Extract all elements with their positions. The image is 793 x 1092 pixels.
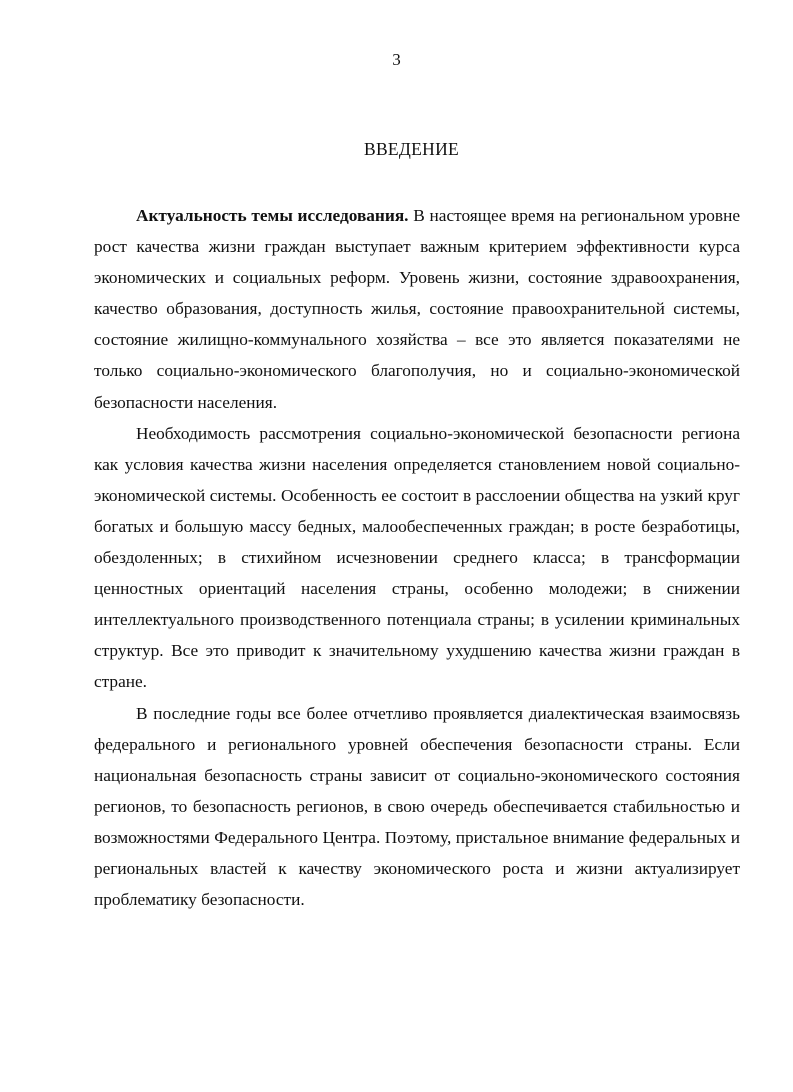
page-number: 3	[392, 50, 401, 69]
section-heading: ВВЕДЕНИЕ	[363, 139, 460, 159]
paragraph-text: В последние годы все более отчетливо проявляется диалектическая взаимосвязь федерального и регионального уровней обеспечения безопасности страны. Если национальная безопасность страны зависит от социально-экономического состояния регионов, то безопасность регионов, в свою очередь обеспечивается стабильностью и возможностями Федерального Центра. Поэтому, пристальное внимание федеральных и региональных властей к качеству экономического роста и жизни актуализирует проблематику безопасности.	[94, 703, 740, 910]
paragraph-text: В настоящее время на региональном уровне рост качества жизни граждан выступает важным критерием эффективности курса экономических и социальных реформ. Уровень жизни, состояние здравоохранения, качество образования, доступность жилья, состояние правоохранительной системы, состояние жилищно-коммунального хозяйства – все это является показателями не только социально-экономического благополучия, но и социально-экономической безопасности населения.	[94, 206, 741, 412]
paragraph-necessity	[94, 418, 740, 698]
body-text	[94, 200, 740, 915]
paragraph-lead: Актуальность темы исследования.	[136, 206, 409, 225]
paragraph-relevance	[94, 200, 740, 418]
paragraph-text: Необходимость рассмотрения социально-экономической безопасности региона как условия качества жизни населения определяется становлением новой социально-экономической системы. Особенность ее состоит в расслоении общества на узкий круг богатых и большую массу бедных, малообеспеченных граждан; в росте безработицы, обездоленных; в стихийном исчезновении среднего класса; в трансформации ценностных ориентаций населения страны, особенно молодежи; в снижении интеллектуального производственного потенциала страны; в усилении криминальных структур. Все это приводит к значительному ухудшению качества жизни граждан в стране.	[94, 423, 740, 692]
paragraph-federal-regional	[94, 698, 740, 916]
